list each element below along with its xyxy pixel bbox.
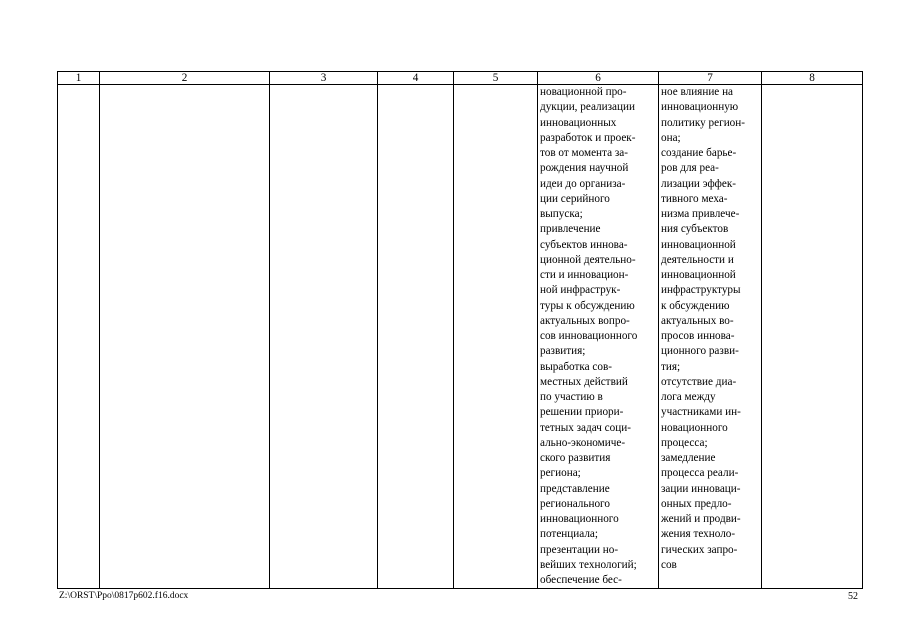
cell-text-line: ния субъектов: [661, 223, 729, 236]
cell-text-line: отсутствие диа-: [661, 375, 737, 388]
cell-text-line: актуальных вопро-: [540, 314, 630, 327]
cell-text-line: ально-экономиче-: [540, 436, 626, 449]
column-number: 6: [538, 72, 659, 85]
column-number: 5: [454, 72, 538, 85]
cell-text-line: процесса;: [661, 436, 708, 449]
cell-col-4: [378, 85, 454, 589]
cell-text-line: ского развития: [540, 452, 611, 464]
cell-text-line: к обсуждению: [661, 299, 730, 312]
cell-text-line: она;: [661, 131, 681, 144]
cell-text-line: сти и инновацион-: [540, 269, 629, 281]
cell-text-line: лога между: [661, 391, 716, 403]
cell-text-line: инновационную: [661, 101, 739, 114]
cell-text-line: рождения научной: [540, 162, 629, 175]
cell-text-line: онных предло-: [661, 497, 732, 510]
cell-col-5: [454, 85, 538, 589]
column-number-row: [58, 72, 863, 85]
column-number: 1: [58, 72, 100, 85]
cell-col-7: [659, 85, 762, 589]
cell-col-3: [270, 85, 378, 589]
cell-text-line: по участию в: [540, 391, 603, 403]
cell-text-line: инновационного: [540, 513, 619, 525]
cell-text-line: участниками ин-: [661, 406, 741, 419]
cell-text-line: тия;: [661, 360, 681, 373]
cell-col-6: [538, 85, 659, 589]
cell-text-line: решении приори-: [540, 406, 624, 419]
cell-text-line: туры к обсуждению: [540, 299, 635, 312]
cell-text-line: привлечение: [540, 223, 601, 236]
cell-text-line: развития;: [540, 345, 586, 358]
cell-text-line: выпуска;: [540, 208, 583, 220]
column-number: 2: [100, 72, 270, 85]
cell-text-line: жений и продви-: [661, 513, 741, 525]
cell-col-1: [58, 85, 100, 589]
cell-text-line: ное влияние на: [661, 86, 734, 98]
cell-text-line: выработка сов-: [540, 360, 612, 373]
cell-text-line: вейших технологий;: [540, 558, 637, 571]
footer-file-path: Z:\ORST\Ppo\0817p602.f16.docx: [59, 591, 189, 601]
column-number: 3: [270, 72, 378, 85]
cell-text-line: лизации эффек-: [661, 177, 737, 190]
cell-text-line: создание барье-: [661, 147, 737, 159]
cell-text-line: ционного разви-: [661, 345, 739, 358]
cell-text-line: субъектов иннова-: [540, 238, 628, 251]
cell-text-line: региона;: [540, 467, 581, 480]
cell-text-line: замедление: [661, 452, 716, 464]
cell-text-line: идеи до организа-: [540, 177, 626, 190]
cell-text-line: просов иннова-: [661, 330, 735, 342]
cell-text-line: разработок и проек-: [540, 131, 636, 144]
cell-text-line: новационного: [661, 421, 728, 434]
cell-text-line: регионального: [540, 497, 610, 510]
cell-text-line: презентации но-: [540, 543, 619, 556]
cell-text-line: ционной деятельно-: [540, 253, 636, 266]
cell-text-line: инфраструктуры: [661, 284, 741, 297]
column-number: 8: [762, 72, 863, 85]
cell-text-line: инновационной: [661, 238, 736, 251]
cell-text-line: новационной про-: [540, 86, 627, 98]
cell-text-line: инновационных: [540, 116, 617, 129]
column-number: 4: [378, 72, 454, 85]
column-number: 7: [659, 72, 762, 85]
cell-text-line: ров для реа-: [661, 162, 719, 175]
cell-text-line: политику регион-: [661, 116, 745, 129]
cell-text-line: дукции, реализации: [540, 101, 635, 114]
footer-page-number: 52: [848, 591, 858, 602]
cell-text-line: тетных задач соци-: [540, 421, 631, 434]
cell-col-8: [762, 85, 863, 589]
cell-text-line: представление: [540, 482, 610, 495]
cell-text-line: тов от момента за-: [540, 147, 628, 159]
cell-text-line: гических запро-: [661, 543, 738, 556]
cell-text-line: сов инновационного: [540, 330, 638, 342]
cell-text-line: обеспечение бес-: [540, 574, 622, 586]
cell-text-line: ной инфраструк-: [540, 284, 621, 297]
cell-text-line: местных действий: [540, 375, 628, 388]
cell-text-line: низма привлече-: [661, 208, 740, 220]
table-row: [58, 85, 863, 589]
cell-text-line: процесса реали-: [661, 467, 739, 480]
cell-text-line: зации инноваци-: [661, 482, 741, 495]
cell-text-line: тивного меха-: [661, 192, 728, 205]
cell-text-line: жения техноло-: [661, 528, 736, 541]
cell-text-line: деятельности и: [661, 253, 734, 266]
cell-text-line: ции серийного: [540, 192, 610, 205]
document-table: [57, 71, 863, 589]
cell-col-2: [100, 85, 270, 589]
cell-text-line: потенциала;: [540, 528, 598, 541]
cell-text-line: инновационной: [661, 269, 736, 281]
cell-text-line: актуальных во-: [661, 314, 734, 327]
cell-text-line: сов: [661, 558, 677, 571]
